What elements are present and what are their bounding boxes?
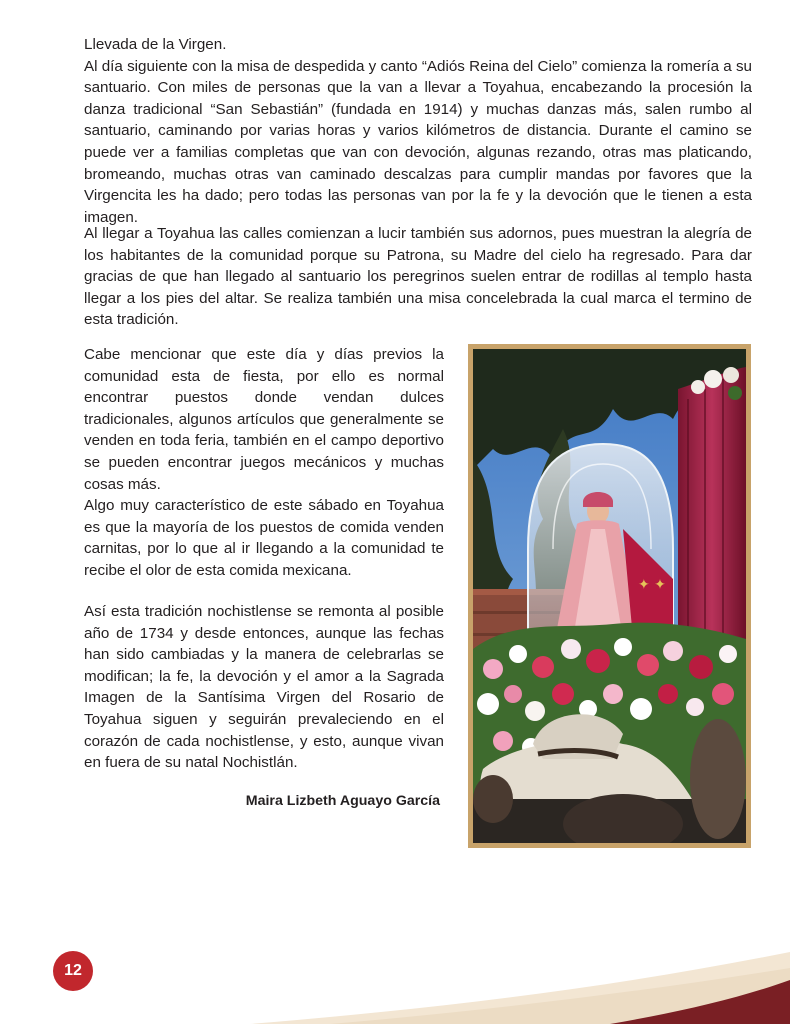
svg-text:✦ ✦: ✦ ✦ — [638, 577, 666, 593]
page-number: 12 — [64, 962, 82, 979]
paragraph-tradition: Así esta tradición nochistlense se remonta al posible año de 1734 y desde entonces, aunque las fechas han sido cambiadas y la manera de celebrarlas se modifican; la fe, la devoción y el amor a la Sagrada Imagen de la Santísima Virgen del Rosario de Toyahua siguen y seguirán prevaleciendo en el corazón de cada nochistlense, y esto, aunque vivan en fuera de su natal Nochistlán. — [84, 603, 444, 772]
paragraph-arrival: Al llegar a Toyahua las calles comienzan a lucir también sus adornos, pues muestran la alegría de los habitantes de la comunidad porque su Patrona, su Madre del cielo ha regresado. Para dar gracias de que han llegado al santuario los peregrinos suelen entrar de rodillas al templo hasta llegar a los pies del altar. Se realiza también una misa concelebrada la cual marca el termino de esta tradición. — [84, 225, 752, 329]
paragraph-procession-heading: Llevada de la Virgen. — [84, 36, 227, 53]
paragraph-fiesta-carnitas: Algo muy característico de este sábado en Toyahua es que la mayoría de los puestos de comida venden carnitas, por lo que al ir llegando a la comunidad te recibe el olor de esta comida mexicana. — [84, 497, 444, 579]
photo-frame — [468, 344, 751, 848]
paragraph-procession-body: Al día siguiente con la misa de despedida y canto “Adiós Reina del Cielo” comienza la romería a su santuario. Con miles de personas que la van a llevar a Toyahua, encabezando la procesión la danza tradicional “San Sebastián” (fundada en 1914) y muchas danzas más, salen rumbo al santuario, caminando por varias horas y varios kilómetros de distancia. Durante el camino se puede ver a familias completas que van con devoción, algunas rezando, otras mas platicando, bromeando, muchas otras van caminado descalzas para cumplir mandas por favores que la Virgencita les ha dado; pero todas las personas van por la fe y la devoción que le tienen a esta imagen. — [84, 57, 752, 226]
author-name: Maira Lizbeth Aguayo García — [245, 793, 440, 809]
paragraph-procession — [84, 34, 752, 228]
page-number-badge — [53, 951, 93, 991]
paragraph-fiesta-stalls: Cabe mencionar que este día y días previos la comunidad esta de fiesta, por ello es normal encontrar puestos donde vendan dulces tradicionales, algunos artículos que generalmente se venden en toda feria, también en el campo deportivo se pueden encontrar juegos mecánicos y muchas cosas más. — [84, 346, 444, 493]
paragraph-fiesta — [84, 344, 444, 582]
virgin-procession-photo — [473, 349, 746, 843]
